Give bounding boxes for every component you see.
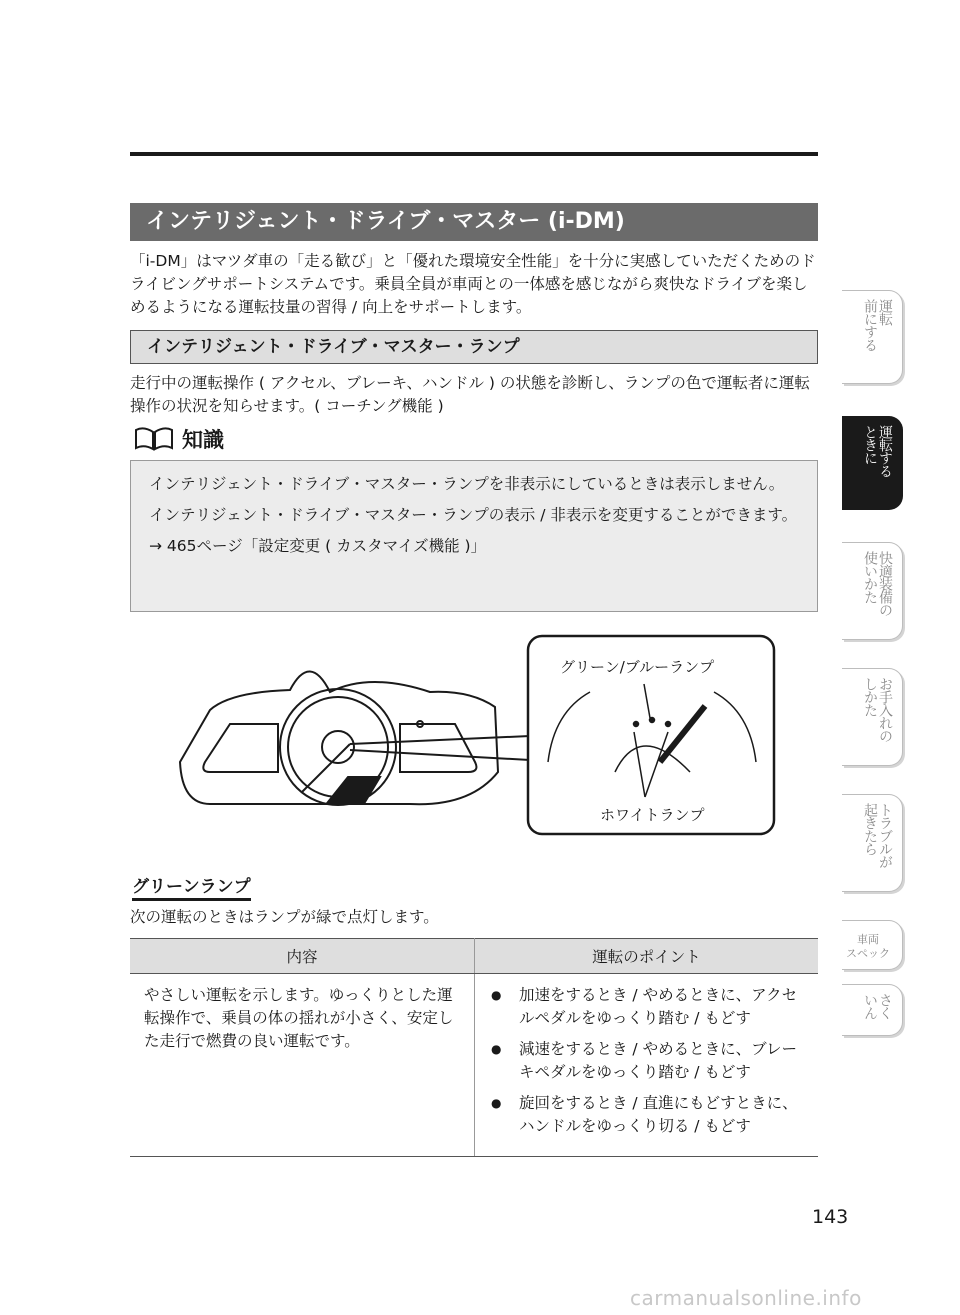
tab-specifications[interactable] xyxy=(842,920,903,970)
note-item: インテリジェント・ドライブ・マスター・ランプを非表示にしているときは表示しません。 xyxy=(149,475,785,493)
tab-label: ときに xyxy=(862,425,878,464)
tab-troubleshooting[interactable] xyxy=(842,794,903,892)
tab-label: 運転 xyxy=(877,299,893,325)
tab-label: 車両 xyxy=(857,933,879,946)
table-row xyxy=(130,974,818,1157)
section-title: インテリジェント・ドライブ・マスター (i-DM) xyxy=(130,203,818,241)
intro-paragraph: 「i-DM」はマツダ車の「走る歓び」と「優れた環境安全性能」を十分に実感していただくためのドライビングサポートシステムです。乗員全員が車両との一体感を感じながら爽快なドライブを楽しめるようになる運転技量の習得 / 向上をサポートします。 xyxy=(130,252,816,316)
green-lamp-table xyxy=(130,938,818,1157)
tab-comfort-features[interactable] xyxy=(842,542,903,640)
green-blue-lamp-label: グリーン/ブルーランプ xyxy=(560,658,715,676)
tab-label: 使いかた xyxy=(862,551,878,603)
list-item: ● 減速をするとき / やめるときに、ブレーキペダルをゆっくり踏む / もどす xyxy=(489,1038,804,1084)
column-header: 内容 xyxy=(130,939,475,974)
green-lamp-text: 次の運転のときはランプが緑で点灯します。 xyxy=(130,908,439,926)
cluster-illustration xyxy=(180,671,498,805)
list-item: ● 加速をするとき / やめるときに、アクセルペダルをゆっくり踏む / もどす xyxy=(489,984,804,1030)
tab-label: さく xyxy=(877,993,893,1019)
tab-index[interactable] xyxy=(842,984,903,1036)
table-cell-points xyxy=(475,974,819,1157)
book-icon xyxy=(132,426,176,452)
column-header: 運転のポイント xyxy=(475,939,819,974)
tab-label: 運転する xyxy=(877,425,893,477)
subsection-paragraph: 走行中の運転操作 ( アクセル、ブレーキ、ハンドル ) の状態を診断し、ランプの色で運転者に運転操作の状況を知らせます。( コーチング機能 ) xyxy=(130,374,810,415)
instrument-cluster-figure xyxy=(170,632,780,842)
note-reference-link[interactable]: → 465ページ「設定変更 ( カスタマイズ機能 )」 xyxy=(149,537,487,555)
tab-label: しかた xyxy=(862,677,878,716)
top-rule xyxy=(130,152,818,156)
table-cell-content: やさしい運転を示します。ゆっくりとした運転操作で、乗員の体の揺れが小さく、安定した走行で燃費の良い運転です。 xyxy=(130,974,475,1157)
white-lamp-label: ホワイトランプ xyxy=(600,806,705,824)
note-title: 知識 xyxy=(182,428,224,452)
tab-while-driving[interactable] xyxy=(842,416,903,510)
green-lamp-heading: グリーンランプ xyxy=(132,872,251,901)
tab-label: 快適装備の xyxy=(877,551,893,616)
tab-label: お手入れの xyxy=(877,677,893,742)
table-header-row xyxy=(130,939,818,974)
tab-label: 起きたら xyxy=(862,803,878,855)
tab-label: いん xyxy=(862,993,878,1019)
note-heading xyxy=(132,424,224,454)
subsection-title: インテリジェント・ドライブ・マスター・ランプ xyxy=(130,330,818,364)
note-box xyxy=(130,460,818,612)
tab-before-driving[interactable] xyxy=(842,290,903,384)
tab-label: トラブルが xyxy=(877,803,893,868)
tab-label: スペック xyxy=(846,947,890,960)
points-list xyxy=(489,984,804,1138)
page-number: 143 xyxy=(812,1206,849,1228)
tab-label: 前にする xyxy=(862,299,878,351)
note-item: インテリジェント・ドライブ・マスター・ランプの表示 / 非表示を変更することができます。 xyxy=(149,506,798,524)
tab-maintenance[interactable] xyxy=(842,668,903,766)
watermark: carmanualsonline.info xyxy=(630,1286,862,1310)
list-item: ● 旋回をするとき / 直進にもどすときに、ハンドルをゆっくり切る / もどす xyxy=(489,1092,804,1138)
